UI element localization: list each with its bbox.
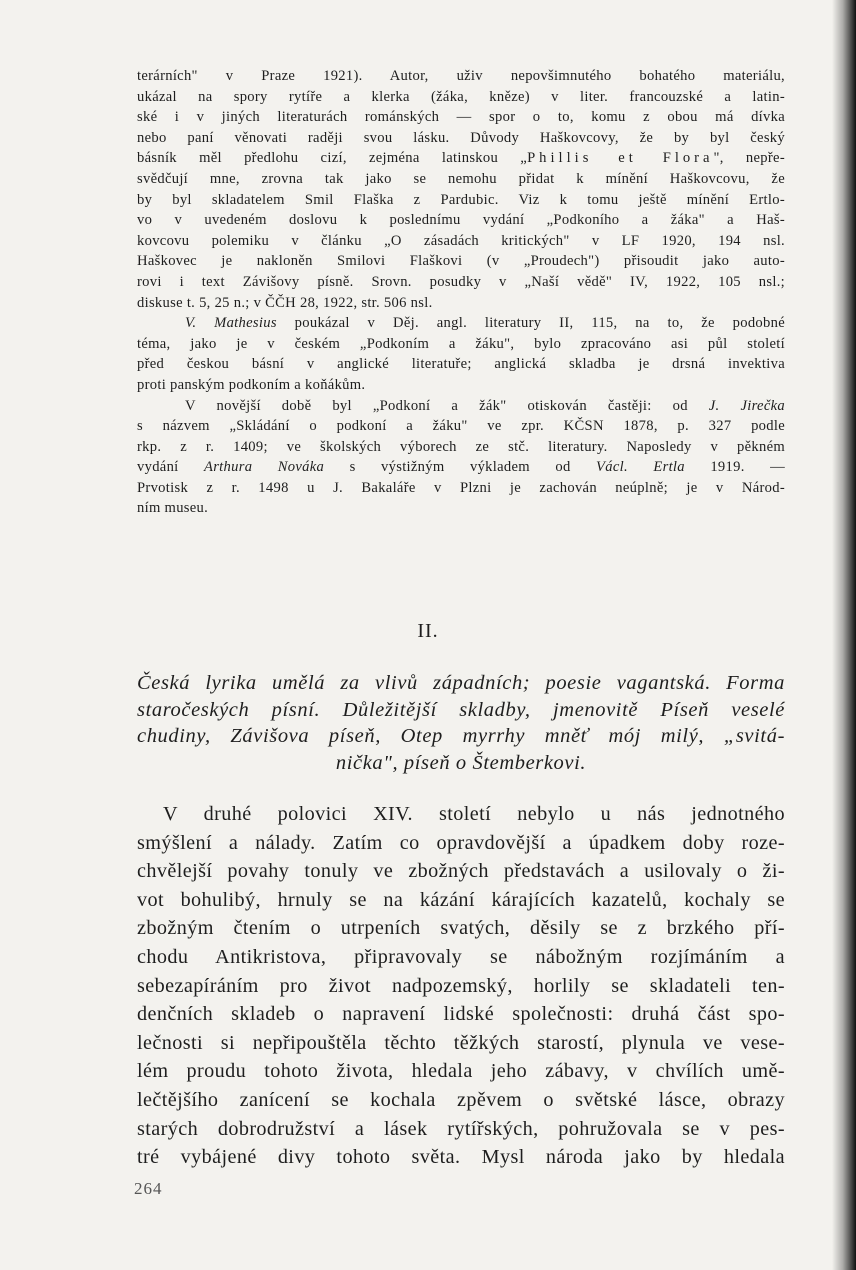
text-line: Haškovec je nakloněn Smilovi Flaškovi (v „Proudech") přisoudit jako auto- [137, 253, 785, 270]
text-line [137, 148, 785, 169]
author-name: Václ. Ertla [596, 459, 685, 476]
text-line: před českou básní v anglické literatuře; anglická skladba je drsná invektiva [137, 356, 785, 373]
text-run: vydání [137, 459, 204, 476]
heading-line: nička", píseň o Štemberkovi. [335, 751, 587, 774]
text-line: ské i v jiných literaturách románských — spor o to, komu z obou má dívka [137, 109, 785, 126]
text-run: poukázal v Děj. angl. literatury II, 115, na to, že podobné [276, 315, 786, 332]
text-line: téma, jako je v českém „Podkoním a žáku", bylo zpracováno asi půl století [137, 335, 785, 352]
body-line: lečtějšího zanícení se kochala zpěvem o světské lásce, obrazy [137, 1088, 785, 1111]
text-run: s výstižným výkladem od [324, 459, 597, 476]
text-run: básník měl předlohu cizí, zejména latinskou „ [137, 150, 528, 167]
text-line: terárních" v Praze 1921). Autor, uživ nepovšimnutého bohatého materiálu, [137, 68, 785, 84]
text-run: ", nepře- [713, 150, 785, 167]
heading-line: chudiny, Závišova píseň, Otep myrrhy mněť mój milý, „svitá- [137, 725, 785, 747]
heading-line: staročeských písní. Důležitější skladby, jmenovitě Píseň veselé [137, 698, 785, 721]
body-line: smýšlení a nálady. Zatím co opravdovější a úpadkem doby roze- [137, 831, 785, 854]
body-line: lém proudu tohoto života, hledala jeho zábavy, v chvílích umě- [137, 1060, 785, 1083]
footnote-block [137, 66, 785, 519]
text-line: kovcovu polemiku v článku „O zásadách kritických" v LF 1920, 194 nsl. [137, 232, 785, 249]
body-line: chvělejší povahy tonuly ve zbožných představách a usilovaly o ži- [137, 860, 785, 883]
text-line: ním museu. [137, 500, 209, 517]
note-paragraph-2 [137, 313, 785, 395]
body-line: chodu Antikristova, připravovaly se nábožným rozjímáním a [137, 945, 785, 968]
body-line: sebezapíráním pro život nadpozemský, horlily se skladateli ten- [137, 974, 785, 997]
text-line: ukázal na spory rytíře a klerka (žáka, kněze) v liter. francouzské a latin- [137, 88, 785, 105]
note-paragraph-1 [137, 66, 785, 313]
spaced-title: Phillis et Flora [527, 150, 714, 167]
page-number: 264 [134, 1179, 163, 1198]
author-name: Arthura Nováka [203, 459, 325, 476]
author-name: J. Jirečka [708, 397, 785, 414]
heading-line: Česká lyrika umělá za vlivů západních; poesie vagantská. Forma [137, 672, 785, 694]
text-line: Prvotisk z r. 1498 u J. Bakaláře v Plzni je zachován neúplně; je v Národ- [137, 479, 785, 496]
text-line: rovi i text Závišovy písně. Srovn. posudky v „Naší vědě" IV, 1922, 105 nsl.; [137, 273, 785, 290]
body-line: zbožným čtením o utrpeních svatých, děsily se z brzkého pří- [137, 917, 785, 940]
text-line: rkp. z r. 1409; ve školských výborech ze stč. literatury. Naposledy v pěkném [137, 438, 785, 455]
body-line: vot bohulibý, hrnuly se na kázání kárajících kazatelů, kochaly se [137, 888, 785, 911]
text-line [137, 457, 785, 478]
text-line [137, 396, 785, 417]
body-text [137, 800, 785, 1172]
text-run: 1919. — [684, 459, 786, 476]
text-line [137, 313, 785, 334]
author-name: V. Mathesius [185, 315, 277, 332]
text-line: vo v uvedeném doslovu k poslednímu vydání „Podkoního a žáka" a Haš- [137, 212, 785, 229]
text-line: svědčují mne, zrovna tak jako se nemohu přidat k mínění Haškovcovu, že [137, 170, 785, 187]
text-line: nebo paní věnovati raději svou lásku. Důvody Haškovcovy, že by byl český [137, 129, 785, 146]
section-number: II. [417, 620, 439, 642]
text-line: by byl skladatelem Smil Flaška z Pardubic. Viz k tomu ještě mínění Ertlo- [137, 191, 785, 208]
body-line: V druhé polovici XIV. století nebylo u nás jednotného [163, 803, 785, 825]
body-line: tré vybájené divy tohoto světa. Mysl národa jako by hledala [137, 1146, 785, 1169]
text-run: V novější době byl „Podkoní a žák" otiskován častěji: od [185, 397, 709, 414]
text-line: s názvem „Skládání o podkoní a žáku" ve zpr. KČSN 1878, p. 327 podle [137, 418, 785, 435]
section-heading [137, 670, 785, 776]
body-line: denčních skladeb o napravení lidské společnosti: druhá část spo- [137, 1003, 785, 1026]
body-line: lečnosti si nepřipouštěla těchto těžkých starostí, plynula ve vese- [137, 1031, 785, 1054]
text-line: proti panským podkoním a koňákům. [137, 376, 366, 393]
body-line: starých dobrodružství a lásek rytířských, pohružovala se v pes- [137, 1117, 785, 1140]
text-line: diskuse t. 5, 25 n.; v ČČH 28, 1922, str. 506 nsl. [137, 294, 433, 311]
note-paragraph-3 [137, 396, 785, 520]
